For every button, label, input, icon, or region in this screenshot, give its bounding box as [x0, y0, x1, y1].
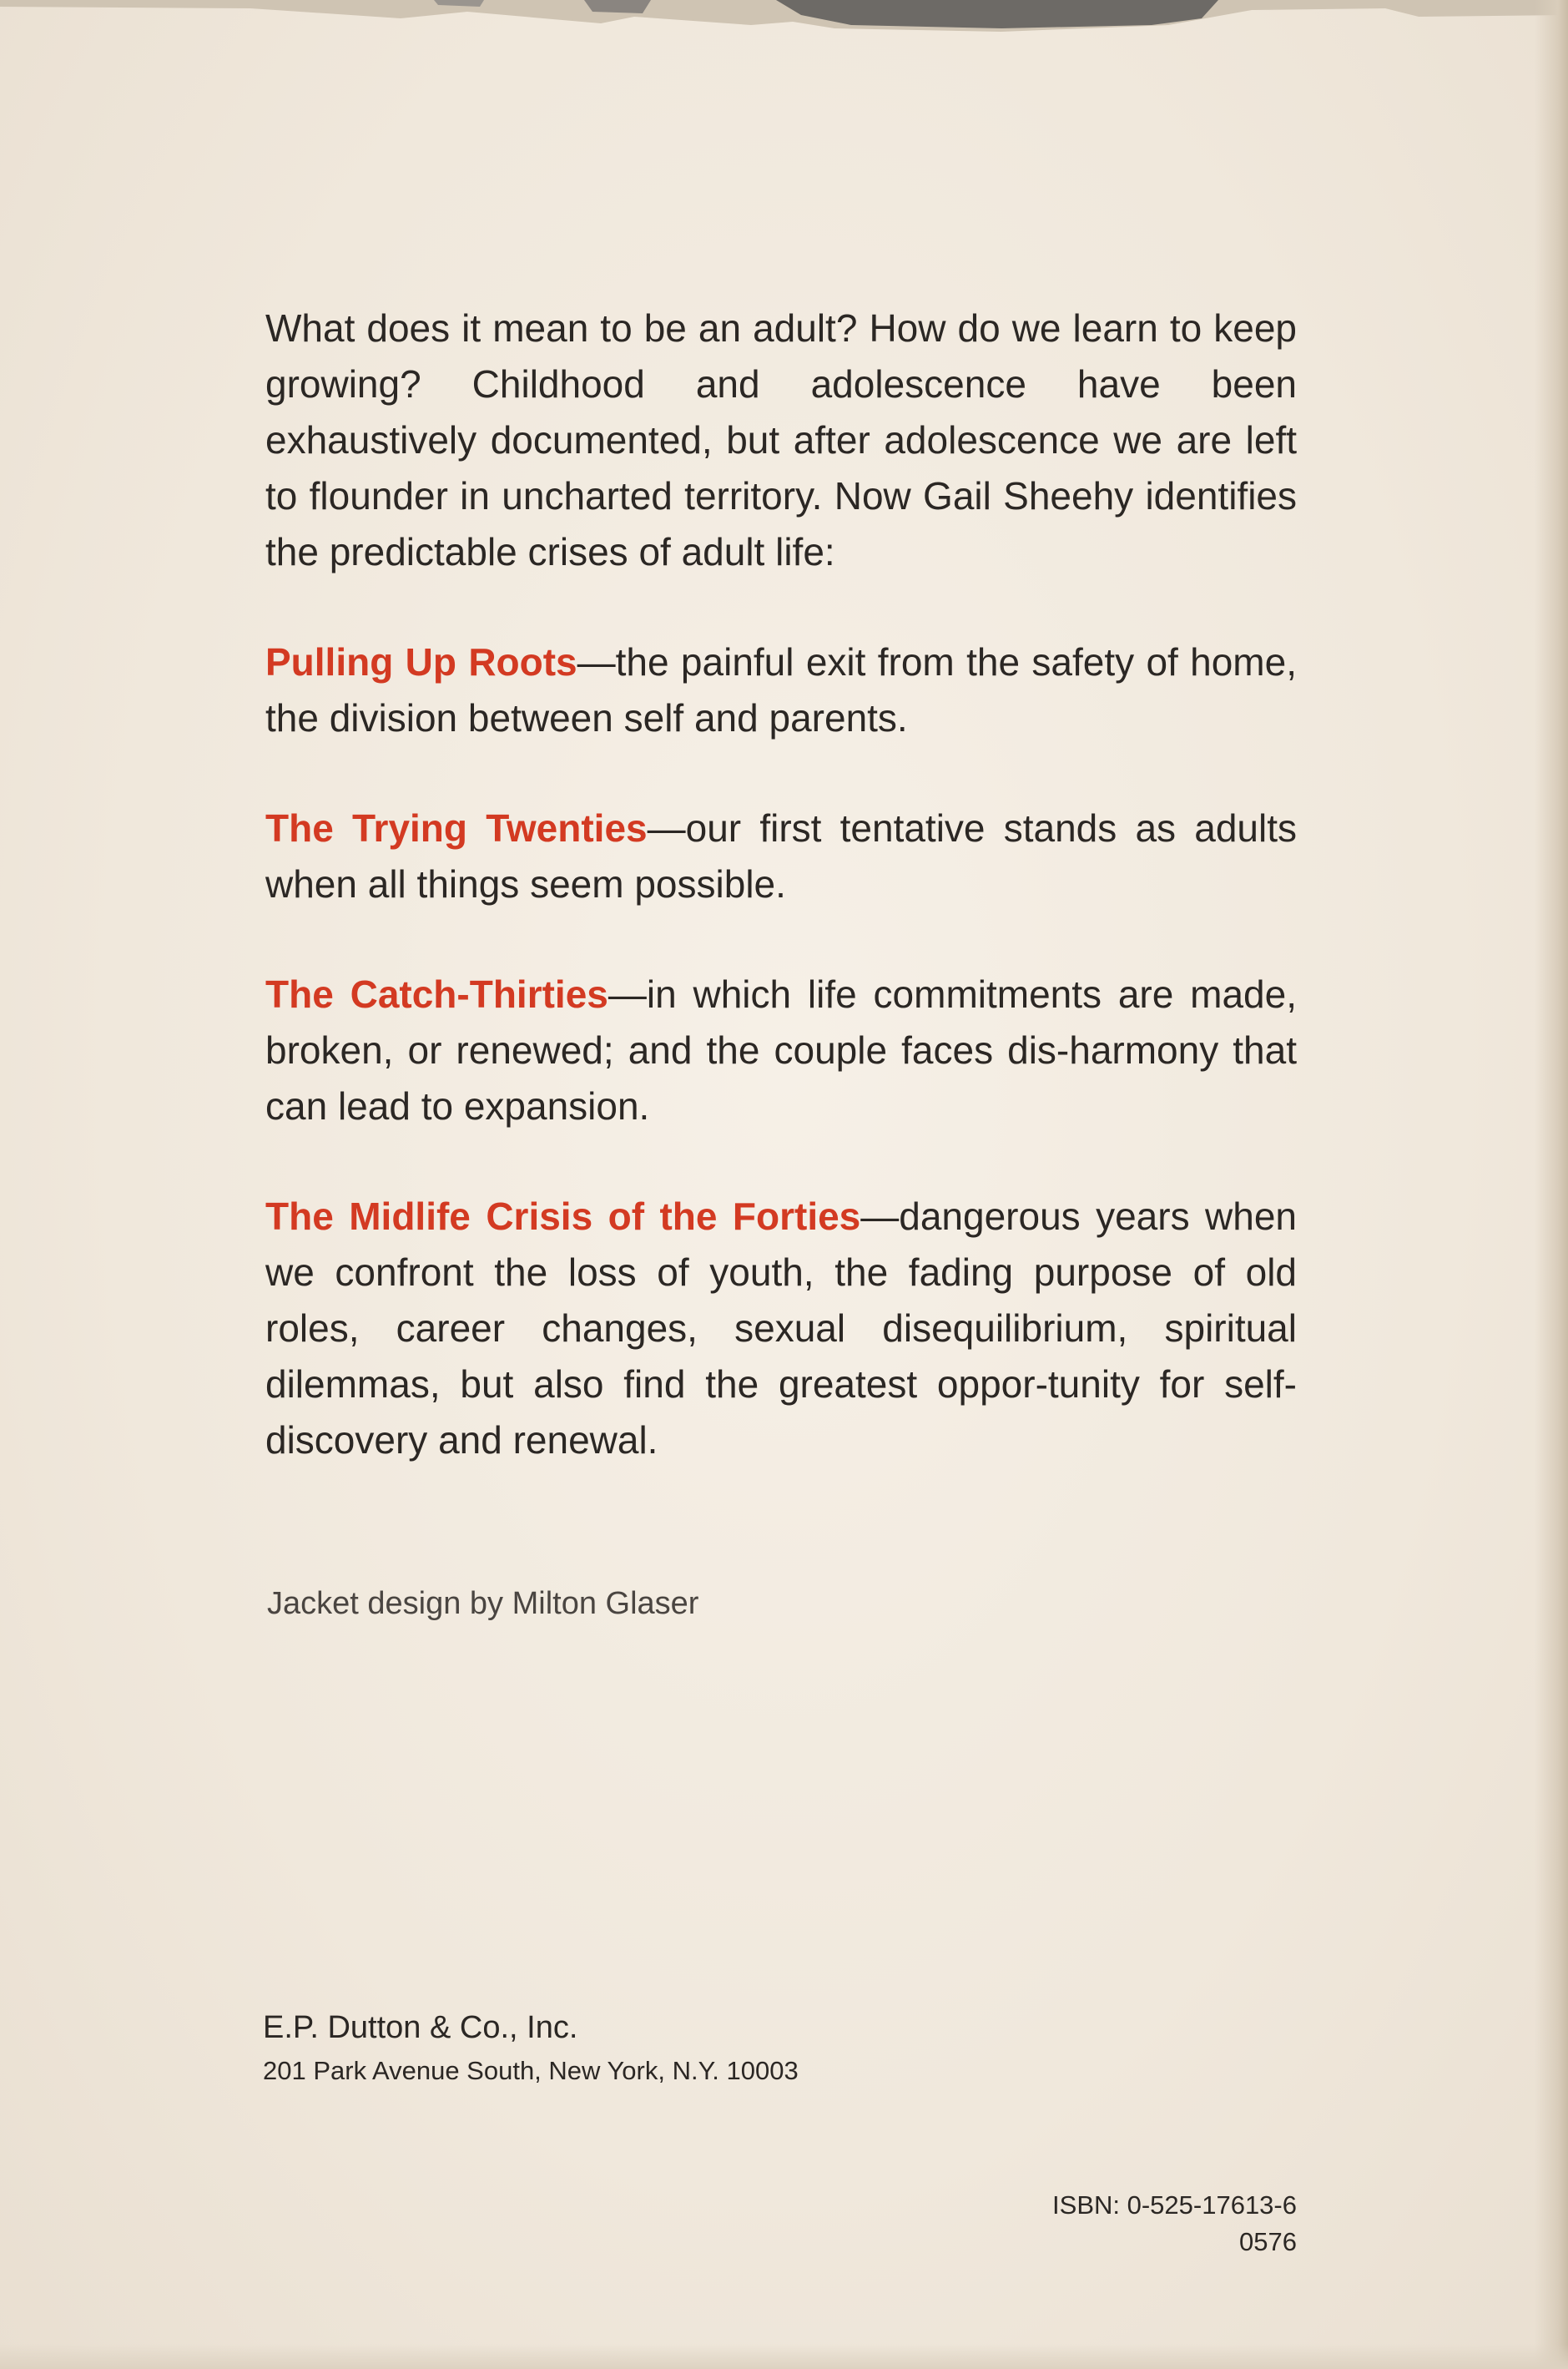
crisis-description: —our first tentative stands as adults when all things seem possible.	[265, 806, 1297, 906]
crisis-description: —the painful exit from the safety of home, the division between self and parents.	[265, 640, 1297, 740]
publisher-name: E.P. Dutton & Co., Inc.	[263, 2010, 578, 2045]
crisis-entry-trying-twenties	[265, 801, 1297, 912]
publisher-address: 201 Park Avenue South, New York, N.Y. 10003	[263, 2056, 799, 2085]
publisher-block	[263, 2010, 799, 2086]
crisis-term: Pulling Up Roots	[265, 640, 577, 684]
isbn-number: ISBN: 0-525-17613-6	[1052, 2190, 1297, 2220]
crisis-term: The Catch-Thirties	[265, 972, 608, 1016]
crisis-entry-catch-thirties	[265, 967, 1297, 1134]
isbn-block	[1052, 2187, 1297, 2260]
bottom-edge-shadow	[0, 2344, 1568, 2369]
intro-paragraph: What does it mean to be an adult? How do we learn to keep growing? Childhood and adolescence have been exhaustively documented, but after adolescence we are left to flounder in uncharted territory. Now Gail Sheehy identifies the predictable crises of adult life:	[265, 306, 1297, 573]
crisis-term: The Midlife Crisis of the Forties	[265, 1195, 861, 1238]
catalog-number: 0576	[1239, 2227, 1297, 2256]
crisis-description: —in which life commitments are made, broken, or renewed; and the couple faces dis-harmony that can lead to expansion.	[265, 972, 1297, 1128]
crisis-description: —dangerous years when we confront the loss of youth, the fading purpose of old roles, career changes, sexual disequilibrium, spiritual dilemmas, but also find the greatest oppor-tunity for self-discovery and renewal.	[265, 1195, 1297, 1462]
torn-top-edge	[0, 0, 1568, 67]
blurb-text	[265, 301, 1297, 1523]
crisis-entry-midlife-crisis	[265, 1189, 1297, 1468]
jacket-design-credit: Jacket design by Milton Glaser	[267, 1586, 699, 1621]
crisis-term: The Trying Twenties	[265, 806, 648, 850]
crisis-entry-pulling-up-roots	[265, 634, 1297, 746]
right-edge-shadow	[1535, 0, 1568, 2369]
